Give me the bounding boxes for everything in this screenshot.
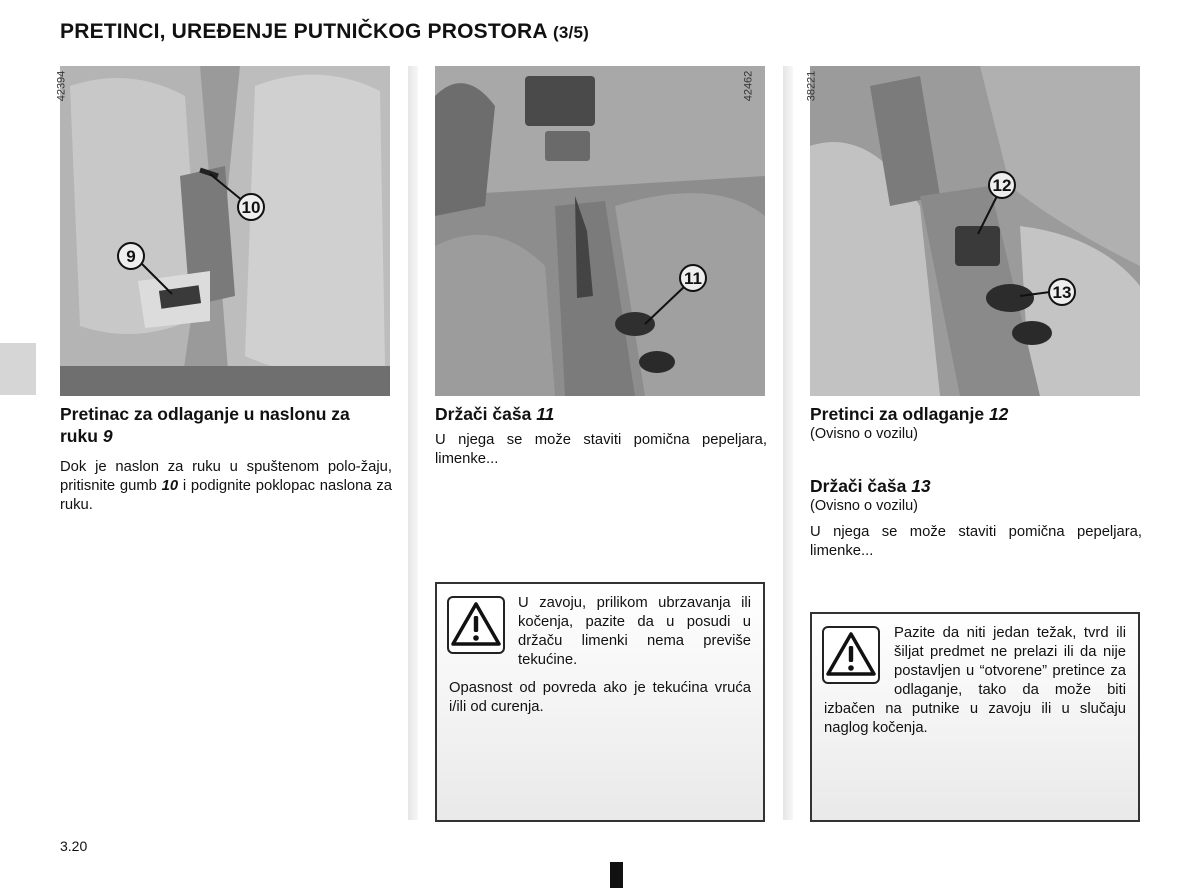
chapter-tab-marker bbox=[0, 343, 36, 395]
figure-id-42394: 42394 bbox=[55, 70, 68, 102]
section-armrest-storage bbox=[60, 403, 392, 515]
callout-12: 12 bbox=[992, 176, 1012, 195]
cupholder-13-body: U njega se može staviti pomična pepeljara, limenke... bbox=[810, 524, 1142, 559]
cupholder-13-note: (Ovisno o vozilu) bbox=[810, 498, 918, 514]
callout-10: 10 bbox=[241, 198, 261, 217]
page-edge-marker bbox=[610, 862, 623, 888]
warning-triangle-icon bbox=[447, 596, 505, 654]
figure-storage-12-13-photo bbox=[805, 66, 1140, 396]
column-divider-left bbox=[408, 66, 418, 820]
warning-box-storage bbox=[810, 612, 1140, 822]
figure-id-38221: 38221 bbox=[805, 70, 818, 102]
warning-storage-text: Pazite da niti jedan težak, tvrd ili šiljat predmet ne prelazi ili da nije postavljen u “otvorene” pretince za odlaganje, tako da može biti izbačen na putnike u zavoju ili u slučaju naglog kočenja. bbox=[824, 625, 1126, 736]
storage-12-heading: Pretinci za odlaganje 12 bbox=[810, 404, 1009, 424]
warning-box-cupholder bbox=[435, 582, 765, 822]
section-cupholder-13 bbox=[810, 475, 1142, 561]
cupholder-11-body: U njega se može staviti pomična pepeljara, limenke... bbox=[435, 432, 767, 467]
figure-armrest-photo bbox=[55, 66, 390, 396]
cupholder-13-heading: Držači čaša 13 bbox=[810, 476, 931, 496]
page-number: 3.20 bbox=[60, 838, 88, 854]
cupholder-11-heading: Držači čaša 11 bbox=[435, 404, 555, 424]
figure-cupholder-11-photo bbox=[435, 66, 765, 396]
page-title-part: (3/5) bbox=[553, 23, 589, 42]
section-cupholder-11 bbox=[435, 403, 767, 469]
callout-13: 13 bbox=[1052, 283, 1072, 302]
armrest-body: Dok je naslon za ruku u spuštenom polo-žaju, pritisnite gumb 10 i podignite poklopac naslona za ruku. bbox=[60, 459, 392, 513]
figure-id-42462: 42462 bbox=[742, 70, 755, 102]
storage-12-note: (Ovisno o vozilu) bbox=[810, 426, 918, 442]
section-storage-12 bbox=[810, 403, 1142, 443]
page-title-text: PRETINCI, UREĐENJE PUTNIČKOG PROSTORA bbox=[60, 20, 547, 43]
armrest-heading: Pretinac za odlaganje u naslonu za ruku 9 bbox=[60, 404, 350, 446]
column-divider-right bbox=[783, 66, 793, 820]
callout-11: 11 bbox=[684, 269, 702, 288]
warning-cupholder-text-1: U zavoju, prilikom ubrzavanja ili kočenja, pazite da u posudi u držaču limenki nema previše tekućine. bbox=[518, 595, 751, 668]
callout-9: 9 bbox=[126, 247, 136, 266]
warning-cupholder-text-2: Opasnost od povreda ako je tekućina vruća i/ili od curenja. bbox=[449, 680, 751, 715]
page-title bbox=[60, 20, 589, 44]
